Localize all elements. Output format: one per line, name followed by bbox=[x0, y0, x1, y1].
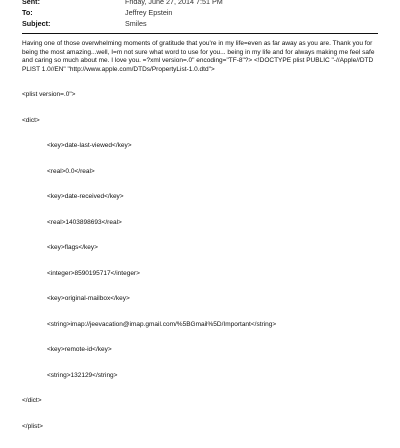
plist-line: <key>flags</key> bbox=[47, 244, 98, 251]
header-row-sent bbox=[22, 0, 382, 7]
sent-label: Sent: bbox=[22, 0, 40, 6]
plist-line: <dict> bbox=[22, 116, 40, 124]
email-body bbox=[22, 40, 378, 448]
plist-line: <key>original-mailbox</key> bbox=[47, 295, 130, 302]
plist-line: <plist version=.0"> bbox=[22, 91, 76, 98]
subject-value: Smiles bbox=[125, 19, 147, 28]
header-row-subject bbox=[22, 18, 382, 29]
subject-label: Subject: bbox=[22, 19, 51, 28]
plist-line: <real>0.0</real> bbox=[47, 167, 95, 175]
plist-line: <key>remote-id</key> bbox=[47, 346, 112, 353]
email-header bbox=[22, 0, 382, 29]
plist-line: </plist> bbox=[22, 422, 43, 430]
plist-line: <integer>8590195717</integer> bbox=[47, 269, 140, 277]
message-paragraph: Having one of those overwhelming moments of gratitude that you're in my life=even as far away as you are. Thank you for being the most amazing...well, I=m not sure what word to use for you... being in my life and for always making me feel safe and caring so much about me. I love you. =?xml version=.0" encoding="TF-8"?> <!DOCTYPE plist PUBLIC "-//Apple//DTD PLIST 1.0//EN" "http://www.apple.com/DTDs/PropertyList-1.0.dtd"> bbox=[22, 40, 375, 73]
header-row-to bbox=[22, 7, 382, 18]
plist-line: </dict> bbox=[22, 397, 42, 404]
header-divider bbox=[22, 33, 378, 34]
to-label: To: bbox=[22, 8, 33, 17]
plist-line: <real>1403898693</real> bbox=[47, 218, 122, 226]
to-value: Jeffrey Epstein bbox=[125, 8, 173, 17]
plist-line: <string>132129</string> bbox=[47, 371, 118, 379]
sent-value: Friday, June 27, 2014 7:51 PM bbox=[125, 0, 223, 6]
plist-line: <string>imap://jeevacation@imap.gmail.com/%5BGmail%5D/Important</string> bbox=[47, 320, 277, 328]
plist-block bbox=[22, 74, 378, 448]
plist-line: <key>date-last-viewed</key> bbox=[47, 142, 132, 149]
plist-line: <key>date-received</key> bbox=[47, 193, 124, 200]
